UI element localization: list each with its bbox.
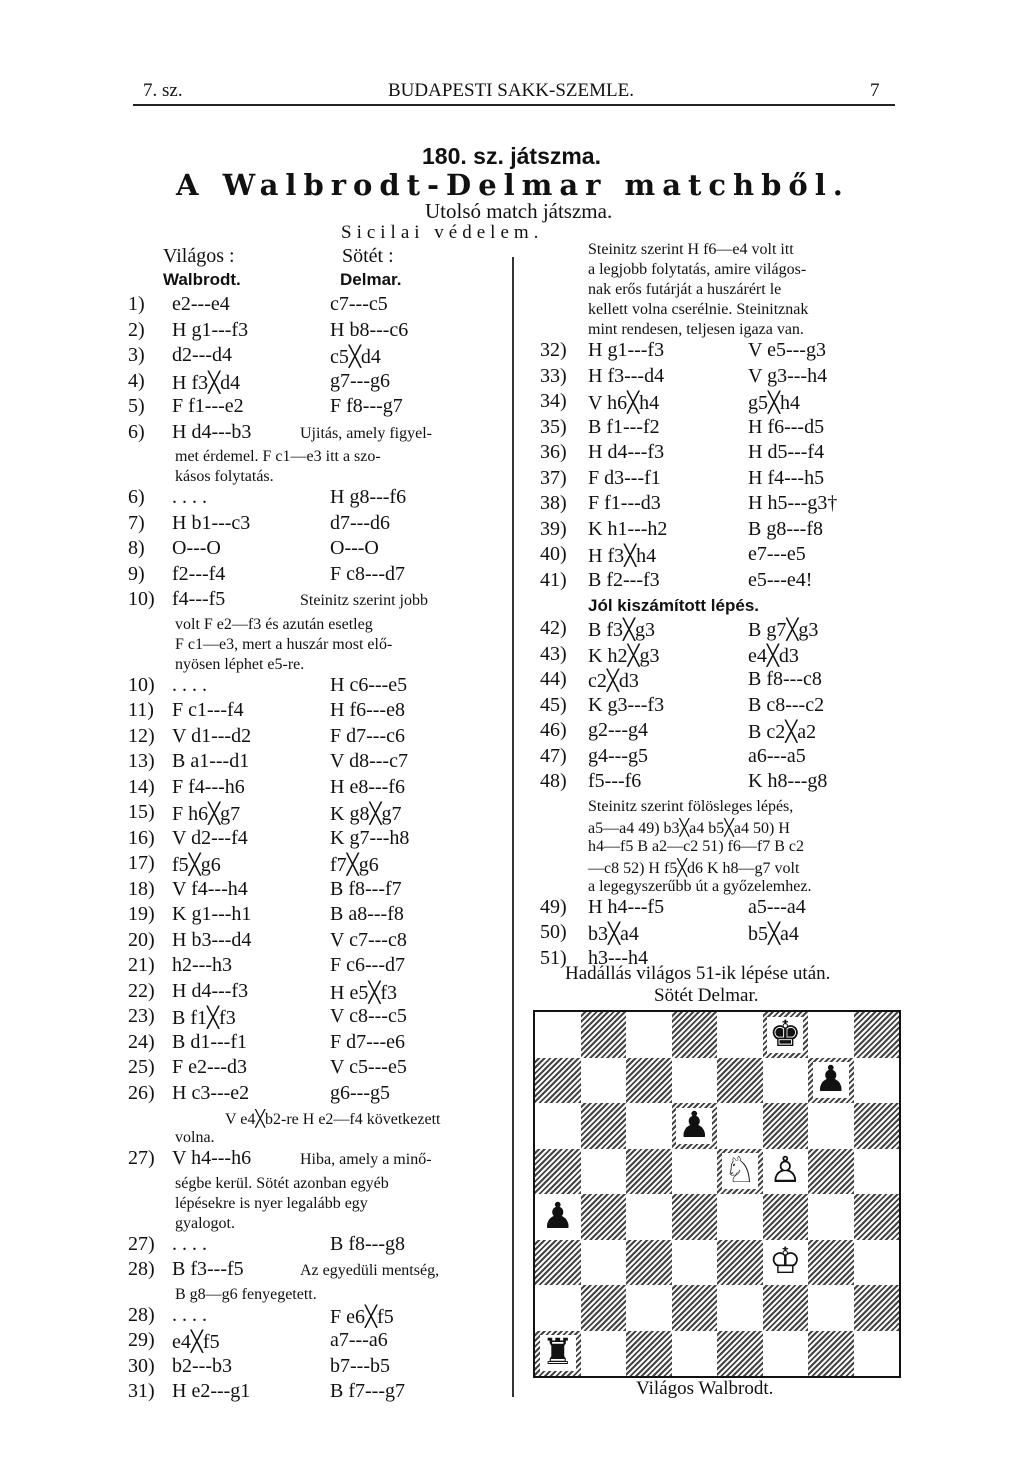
- move-number: 12): [128, 724, 155, 747]
- board-square: [854, 1240, 900, 1286]
- black-move: f7╳g6: [330, 854, 379, 876]
- white-move: B f3---f5: [172, 1258, 244, 1280]
- board-square: [672, 1149, 718, 1195]
- board-square: [672, 1012, 718, 1058]
- board-square: [854, 1285, 900, 1331]
- move-number: 49): [540, 895, 567, 918]
- board-square: [763, 1058, 809, 1104]
- annotation-line: a legegyszerűbb út a győzelemhez.: [588, 877, 812, 895]
- annotation-line: Steinitz szerint jobb: [300, 592, 428, 609]
- black-move: F e6╳f5: [330, 1305, 394, 1328]
- diagram-caption: Hadállás világos 51-ik lépése után.: [565, 963, 831, 984]
- white-move: F e2---d3: [172, 1056, 247, 1078]
- black-move: a5---a4: [748, 895, 806, 918]
- move-number: 13): [128, 750, 155, 772]
- annotation-line: met érdemel. F c1—e3 itt a szo-: [175, 448, 381, 465]
- white-move: B f2---f3: [588, 568, 660, 591]
- white-move: b3╳a4: [588, 923, 639, 945]
- move-number: 46): [540, 719, 567, 741]
- move-number: 41): [540, 568, 567, 591]
- white-move: H f3╳h4: [588, 545, 657, 567]
- white-move: V h6╳h4: [588, 392, 660, 414]
- chess-piece-icon: ♚: [769, 1013, 802, 1055]
- move-number: 2): [128, 318, 145, 341]
- annotation-line: B g8—g6 fenyegetett.: [175, 1285, 317, 1303]
- header-title: BUDAPESTI SAKK-SZEMLE.: [388, 80, 634, 101]
- board-square: [717, 1194, 763, 1240]
- chess-piece-icon: ♟: [678, 1104, 711, 1146]
- annotation-line: kellett volna cserélnie. Steinitznak: [588, 301, 809, 318]
- black-move: H c6---e5: [330, 673, 408, 696]
- white-move: K g3---f3: [588, 693, 665, 716]
- board-square: [854, 1103, 900, 1149]
- diagram-top-label: Sötét Delmar.: [654, 985, 759, 1006]
- black-move: V c8---c5: [330, 1005, 407, 1027]
- white-move: F f1---d3: [588, 492, 661, 514]
- board-square: [535, 1285, 581, 1331]
- board-square: [717, 1240, 763, 1286]
- move-number: 33): [540, 364, 567, 387]
- board-square: [581, 1240, 627, 1286]
- move-number: 16): [128, 826, 155, 849]
- white-move: c2╳d3: [588, 670, 639, 692]
- board-square: [854, 1012, 900, 1058]
- move-number: 25): [128, 1056, 155, 1078]
- white-move: g4---g5: [588, 744, 648, 767]
- annotation-line: lépésekre is nyer legalább egy: [175, 1194, 368, 1212]
- column-divider: [512, 257, 514, 1397]
- white-move: K h1---h2: [588, 517, 668, 540]
- board-square: [717, 1149, 763, 1195]
- annotation-line: Steinitz szerint fölösleges lépés,: [588, 797, 794, 815]
- white-move: h3---h4: [588, 946, 648, 969]
- board-square: [854, 1149, 900, 1195]
- annotation-line: nyösen léphet e5-re.: [175, 655, 305, 673]
- annotation-line: F c1—e3, mert a huszár most elő-: [175, 635, 393, 653]
- black-move: F f8---g7: [330, 395, 403, 417]
- black-move: a6---a5: [748, 744, 806, 767]
- board-square: [581, 1331, 627, 1377]
- move-number: 19): [128, 903, 155, 925]
- header-left: 7. sz.: [143, 80, 183, 101]
- annotation-line: ségbe kerül. Sötét azonban egyéb: [175, 1174, 389, 1192]
- move-number: 20): [128, 928, 155, 951]
- annotation-line: volt F e2—f3 és azután esetleg: [175, 615, 373, 633]
- board-square: [626, 1194, 672, 1240]
- white-move: H b3---d4: [172, 928, 252, 951]
- white-move: F c1---f4: [172, 699, 244, 721]
- black-move: B f8---g8: [330, 1232, 405, 1255]
- move-number: 42): [540, 617, 567, 639]
- board-square: [581, 1103, 627, 1149]
- black-move: g5╳h4: [748, 392, 801, 414]
- move-number: 1): [128, 293, 145, 315]
- black-move: B c8---c2: [748, 693, 825, 716]
- move-number: 17): [128, 852, 155, 874]
- black-move: F c8---d7: [330, 562, 405, 585]
- move-number: 37): [540, 466, 567, 489]
- white-move: . . . .: [172, 1232, 207, 1255]
- black-move: e7---e5: [748, 543, 806, 565]
- move-number: 26): [128, 1081, 155, 1104]
- white-move: H d4---f3: [172, 979, 249, 1002]
- white-move: H f3╳d4: [172, 371, 241, 394]
- board-square: [581, 1285, 627, 1331]
- move-number: 39): [540, 517, 567, 540]
- black-move: H b8---c6: [330, 318, 409, 341]
- white-move: . . . .: [172, 486, 207, 508]
- board-square: [535, 1103, 581, 1149]
- black-label: Sötét :: [342, 245, 394, 267]
- board-square: [763, 1194, 809, 1240]
- board-square: [672, 1240, 718, 1286]
- black-move: e5---e4!: [748, 568, 813, 591]
- move-number: 14): [128, 775, 155, 798]
- board-square: [535, 1331, 581, 1377]
- move-number: 27): [128, 1232, 155, 1255]
- move-number: 10): [128, 588, 155, 610]
- board-square: [717, 1103, 763, 1149]
- white-move: H g1---f3: [588, 339, 665, 361]
- move-number: 34): [540, 390, 567, 412]
- chess-piece-icon: ♙: [769, 1150, 802, 1192]
- black-move: O---O: [330, 537, 379, 559]
- board-square: [672, 1103, 718, 1149]
- white-move: V f4---h4: [172, 877, 248, 900]
- move-number: 44): [540, 668, 567, 690]
- chess-piece-icon: ♜: [541, 1332, 574, 1374]
- white-move: . . . .: [172, 1303, 207, 1326]
- board-square: [626, 1149, 672, 1195]
- black-move: V c7---c8: [330, 928, 407, 951]
- move-number: 27): [128, 1147, 155, 1169]
- black-move: b5╳a4: [748, 923, 799, 945]
- white-player: Walbrodt.: [163, 270, 241, 289]
- white-move: K h2╳g3: [588, 644, 660, 667]
- board-square: [672, 1058, 718, 1104]
- black-move: F c6---d7: [330, 954, 405, 976]
- game-subtitle: Utolsó match játszma.: [425, 199, 613, 223]
- board-square: [854, 1194, 900, 1240]
- move-number: 50): [540, 921, 567, 943]
- white-move: F f4---h6: [172, 775, 245, 798]
- move-number: 9): [128, 562, 145, 585]
- black-move: F d7---e6: [330, 1030, 405, 1053]
- move-number: 6): [128, 486, 145, 508]
- white-move: f2---f4: [172, 562, 226, 585]
- board-square: [763, 1103, 809, 1149]
- board-square: [808, 1194, 854, 1240]
- board-square: [717, 1012, 763, 1058]
- white-move: g2---g4: [588, 719, 648, 741]
- white-move: F d3---f1: [588, 466, 661, 489]
- white-move: K g1---h1: [172, 903, 252, 925]
- black-move: H d5---f4: [748, 441, 825, 463]
- move-number: 4): [128, 369, 145, 392]
- white-move: V d2---f4: [172, 826, 248, 849]
- game-number: 180. sz. játszma.: [422, 143, 601, 169]
- move-number: 23): [128, 1005, 155, 1027]
- move-number: 45): [540, 693, 567, 716]
- black-move: V e5---g3: [748, 339, 826, 361]
- black-move: K h8---g8: [748, 770, 828, 792]
- white-label: Világos :: [163, 245, 235, 267]
- board-square: [808, 1058, 854, 1104]
- move-number: 28): [128, 1303, 155, 1326]
- white-move: F h6╳g7: [172, 803, 241, 825]
- chess-piece-icon: ♟: [541, 1195, 574, 1237]
- move-number: 40): [540, 543, 567, 565]
- chess-board: [533, 1010, 901, 1378]
- board-square: [672, 1194, 718, 1240]
- black-move: K g7---h8: [330, 826, 410, 849]
- board-square: [808, 1285, 854, 1331]
- black-move: B f8---f7: [330, 877, 402, 900]
- board-square: [808, 1240, 854, 1286]
- annotation-line: a5—a4 49) b3╳a4 b5╳a4 50) H: [588, 819, 790, 837]
- move-number: 5): [128, 395, 145, 417]
- white-move: e2---e4: [172, 293, 230, 315]
- black-move: H h5---g3†: [748, 492, 838, 514]
- white-move: H g1---f3: [172, 318, 249, 341]
- white-move: H c3---e2: [172, 1081, 250, 1104]
- black-move: H e8---f6: [330, 775, 405, 798]
- white-move: B d1---f1: [172, 1030, 247, 1053]
- black-move: B f8---c8: [748, 668, 822, 690]
- white-move: V d1---d2: [172, 724, 252, 747]
- header-rule: [133, 104, 895, 106]
- black-move: V d8---c7: [330, 750, 408, 772]
- move-number: 3): [128, 344, 145, 366]
- black-move: B g8---f8: [748, 517, 823, 540]
- annotation-line: V e4╳b2-re H e2—f4 következett: [225, 1111, 441, 1128]
- white-move: B f1---f2: [588, 415, 660, 438]
- annotation-line: Ujitás, amely figyel-: [300, 424, 432, 442]
- board-square: [626, 1331, 672, 1377]
- annotation-line: kásos folytatás.: [175, 468, 274, 485]
- board-square: [854, 1058, 900, 1104]
- chess-piece-icon: ♟: [814, 1059, 847, 1101]
- board-square: [535, 1012, 581, 1058]
- black-player: Delmar.: [340, 270, 402, 289]
- black-move: F d7---c6: [330, 724, 405, 747]
- move-number: 22): [128, 979, 155, 1002]
- annotation-line: gyalogot.: [175, 1214, 235, 1232]
- move-number: 36): [540, 441, 567, 463]
- board-square: [535, 1240, 581, 1286]
- board-square: [581, 1194, 627, 1240]
- white-move: b2---b3: [172, 1354, 232, 1377]
- white-move: h2---h3: [172, 954, 232, 976]
- board-square: [581, 1012, 627, 1058]
- board-square: [763, 1149, 809, 1195]
- board-square: [808, 1012, 854, 1058]
- board-square: [763, 1240, 809, 1286]
- annotation-line: Az egyedüli mentség,: [300, 1262, 440, 1279]
- black-move: d7---d6: [330, 511, 390, 534]
- black-move: e4╳d3: [748, 644, 799, 667]
- move-number: 6): [128, 420, 145, 443]
- annotation-line: h4—f5 B a2—c2 51) f6—f7 B c2: [588, 837, 804, 855]
- white-move: F f1---e2: [172, 395, 244, 417]
- board-square: [626, 1285, 672, 1331]
- white-move: e4╳f5: [172, 1331, 220, 1353]
- board-square: [808, 1149, 854, 1195]
- white-move: f5╳g6: [172, 854, 221, 876]
- move-number: 8): [128, 537, 145, 559]
- move-number: 30): [128, 1354, 155, 1377]
- move-number: 21): [128, 954, 155, 976]
- move-number: 43): [540, 642, 567, 665]
- white-move: V h4---h6: [172, 1147, 252, 1169]
- annotation-line: Steinitz szerint H f6—e4 volt itt: [588, 241, 794, 258]
- move-number: 48): [540, 770, 567, 792]
- white-move: B f1╳f3: [172, 1007, 236, 1029]
- black-move: g6---g5: [330, 1081, 390, 1104]
- move-number: 28): [128, 1258, 155, 1280]
- black-move: H f6---d5: [748, 415, 825, 438]
- board-square: [763, 1012, 809, 1058]
- move-number: 47): [540, 744, 567, 767]
- annotation-line: volna.: [175, 1129, 215, 1146]
- board-square: [763, 1331, 809, 1377]
- board-square: [581, 1058, 627, 1104]
- board-square: [717, 1285, 763, 1331]
- black-move: b7---b5: [330, 1354, 390, 1377]
- board-square: [763, 1285, 809, 1331]
- black-move: V c5---e5: [330, 1056, 407, 1078]
- move-number: 32): [540, 339, 567, 361]
- black-move: B c2╳a2: [748, 721, 817, 743]
- board-square: [626, 1103, 672, 1149]
- black-move: c7---c5: [330, 293, 388, 315]
- white-move: . . . .: [172, 673, 207, 696]
- board-square: [535, 1149, 581, 1195]
- move-number: 15): [128, 801, 155, 823]
- move-number: 10): [128, 673, 155, 696]
- board-square: [808, 1103, 854, 1149]
- move-number: 35): [540, 415, 567, 438]
- board-square: [854, 1331, 900, 1377]
- black-move: B a8---f8: [330, 903, 404, 925]
- board-square: [808, 1331, 854, 1377]
- black-move: H e5╳f3: [330, 981, 398, 1004]
- board-square: [581, 1149, 627, 1195]
- chess-piece-icon: ♔: [769, 1241, 802, 1283]
- white-move: H h4---f5: [588, 895, 665, 918]
- black-move: H g8---f6: [330, 486, 407, 508]
- move-number: 24): [128, 1030, 155, 1053]
- white-move: d2---d4: [172, 344, 232, 366]
- opening-name: Sicilai védelem.: [341, 222, 544, 243]
- game-title: A Walbrodt-Delmar matchből.: [176, 168, 850, 202]
- white-move: H b1---c3: [172, 511, 251, 534]
- black-move: c5╳d4: [330, 346, 381, 368]
- board-square: [535, 1058, 581, 1104]
- annotation-line: a legjobb folytatás, amire világos-: [588, 261, 807, 278]
- board-square: [717, 1058, 763, 1104]
- black-move: H f6---e8: [330, 699, 405, 721]
- black-move: g7---g6: [330, 369, 390, 392]
- board-square: [626, 1240, 672, 1286]
- board-square: [717, 1331, 763, 1377]
- board-square: [672, 1331, 718, 1377]
- white-move: H f3---d4: [588, 364, 665, 387]
- black-move: H f4---h5: [748, 466, 825, 489]
- white-move: f5---f6: [588, 770, 642, 792]
- white-move: H d4---b3: [172, 420, 252, 443]
- header-page-number: 7: [870, 80, 880, 101]
- move-number: 29): [128, 1329, 155, 1351]
- board-square: [672, 1285, 718, 1331]
- white-move: f4---f5: [172, 588, 226, 610]
- white-move: O---O: [172, 537, 221, 559]
- white-move: B a1---d1: [172, 750, 250, 772]
- white-move: B f3╳g3: [588, 619, 656, 641]
- move-number: 38): [540, 492, 567, 514]
- move-number: 51): [540, 946, 567, 969]
- black-move: K g8╳g7: [330, 803, 402, 825]
- black-move: B g7╳g3: [748, 619, 819, 641]
- diagram-bottom-label: Világos Walbrodt.: [636, 1378, 774, 1399]
- move-number: 31): [128, 1380, 155, 1402]
- annotation-line: mint rendesen, teljesen igaza van.: [588, 321, 804, 338]
- board-square: [535, 1194, 581, 1240]
- board-square: [626, 1058, 672, 1104]
- move-number: 11): [128, 699, 154, 721]
- annotation-line: —c8 52) H f5╳d6 K h8—g7 volt: [588, 859, 800, 877]
- annotation-line: Hiba, amely a minő-: [300, 1151, 432, 1168]
- annotation-line: nak erős futárját a huszárért le: [588, 281, 782, 298]
- chess-piece-icon: ♘: [723, 1150, 756, 1192]
- board-square: [626, 1012, 672, 1058]
- black-move: a7---a6: [330, 1329, 388, 1351]
- annotation-line: Jól kiszámított lépés.: [588, 596, 759, 615]
- white-move: H e2---g1: [172, 1380, 251, 1402]
- black-move: V g3---h4: [748, 364, 828, 387]
- move-number: 7): [128, 511, 145, 534]
- white-move: H d4---f3: [588, 441, 665, 463]
- move-number: 18): [128, 877, 155, 900]
- black-move: B f7---g7: [330, 1380, 405, 1402]
